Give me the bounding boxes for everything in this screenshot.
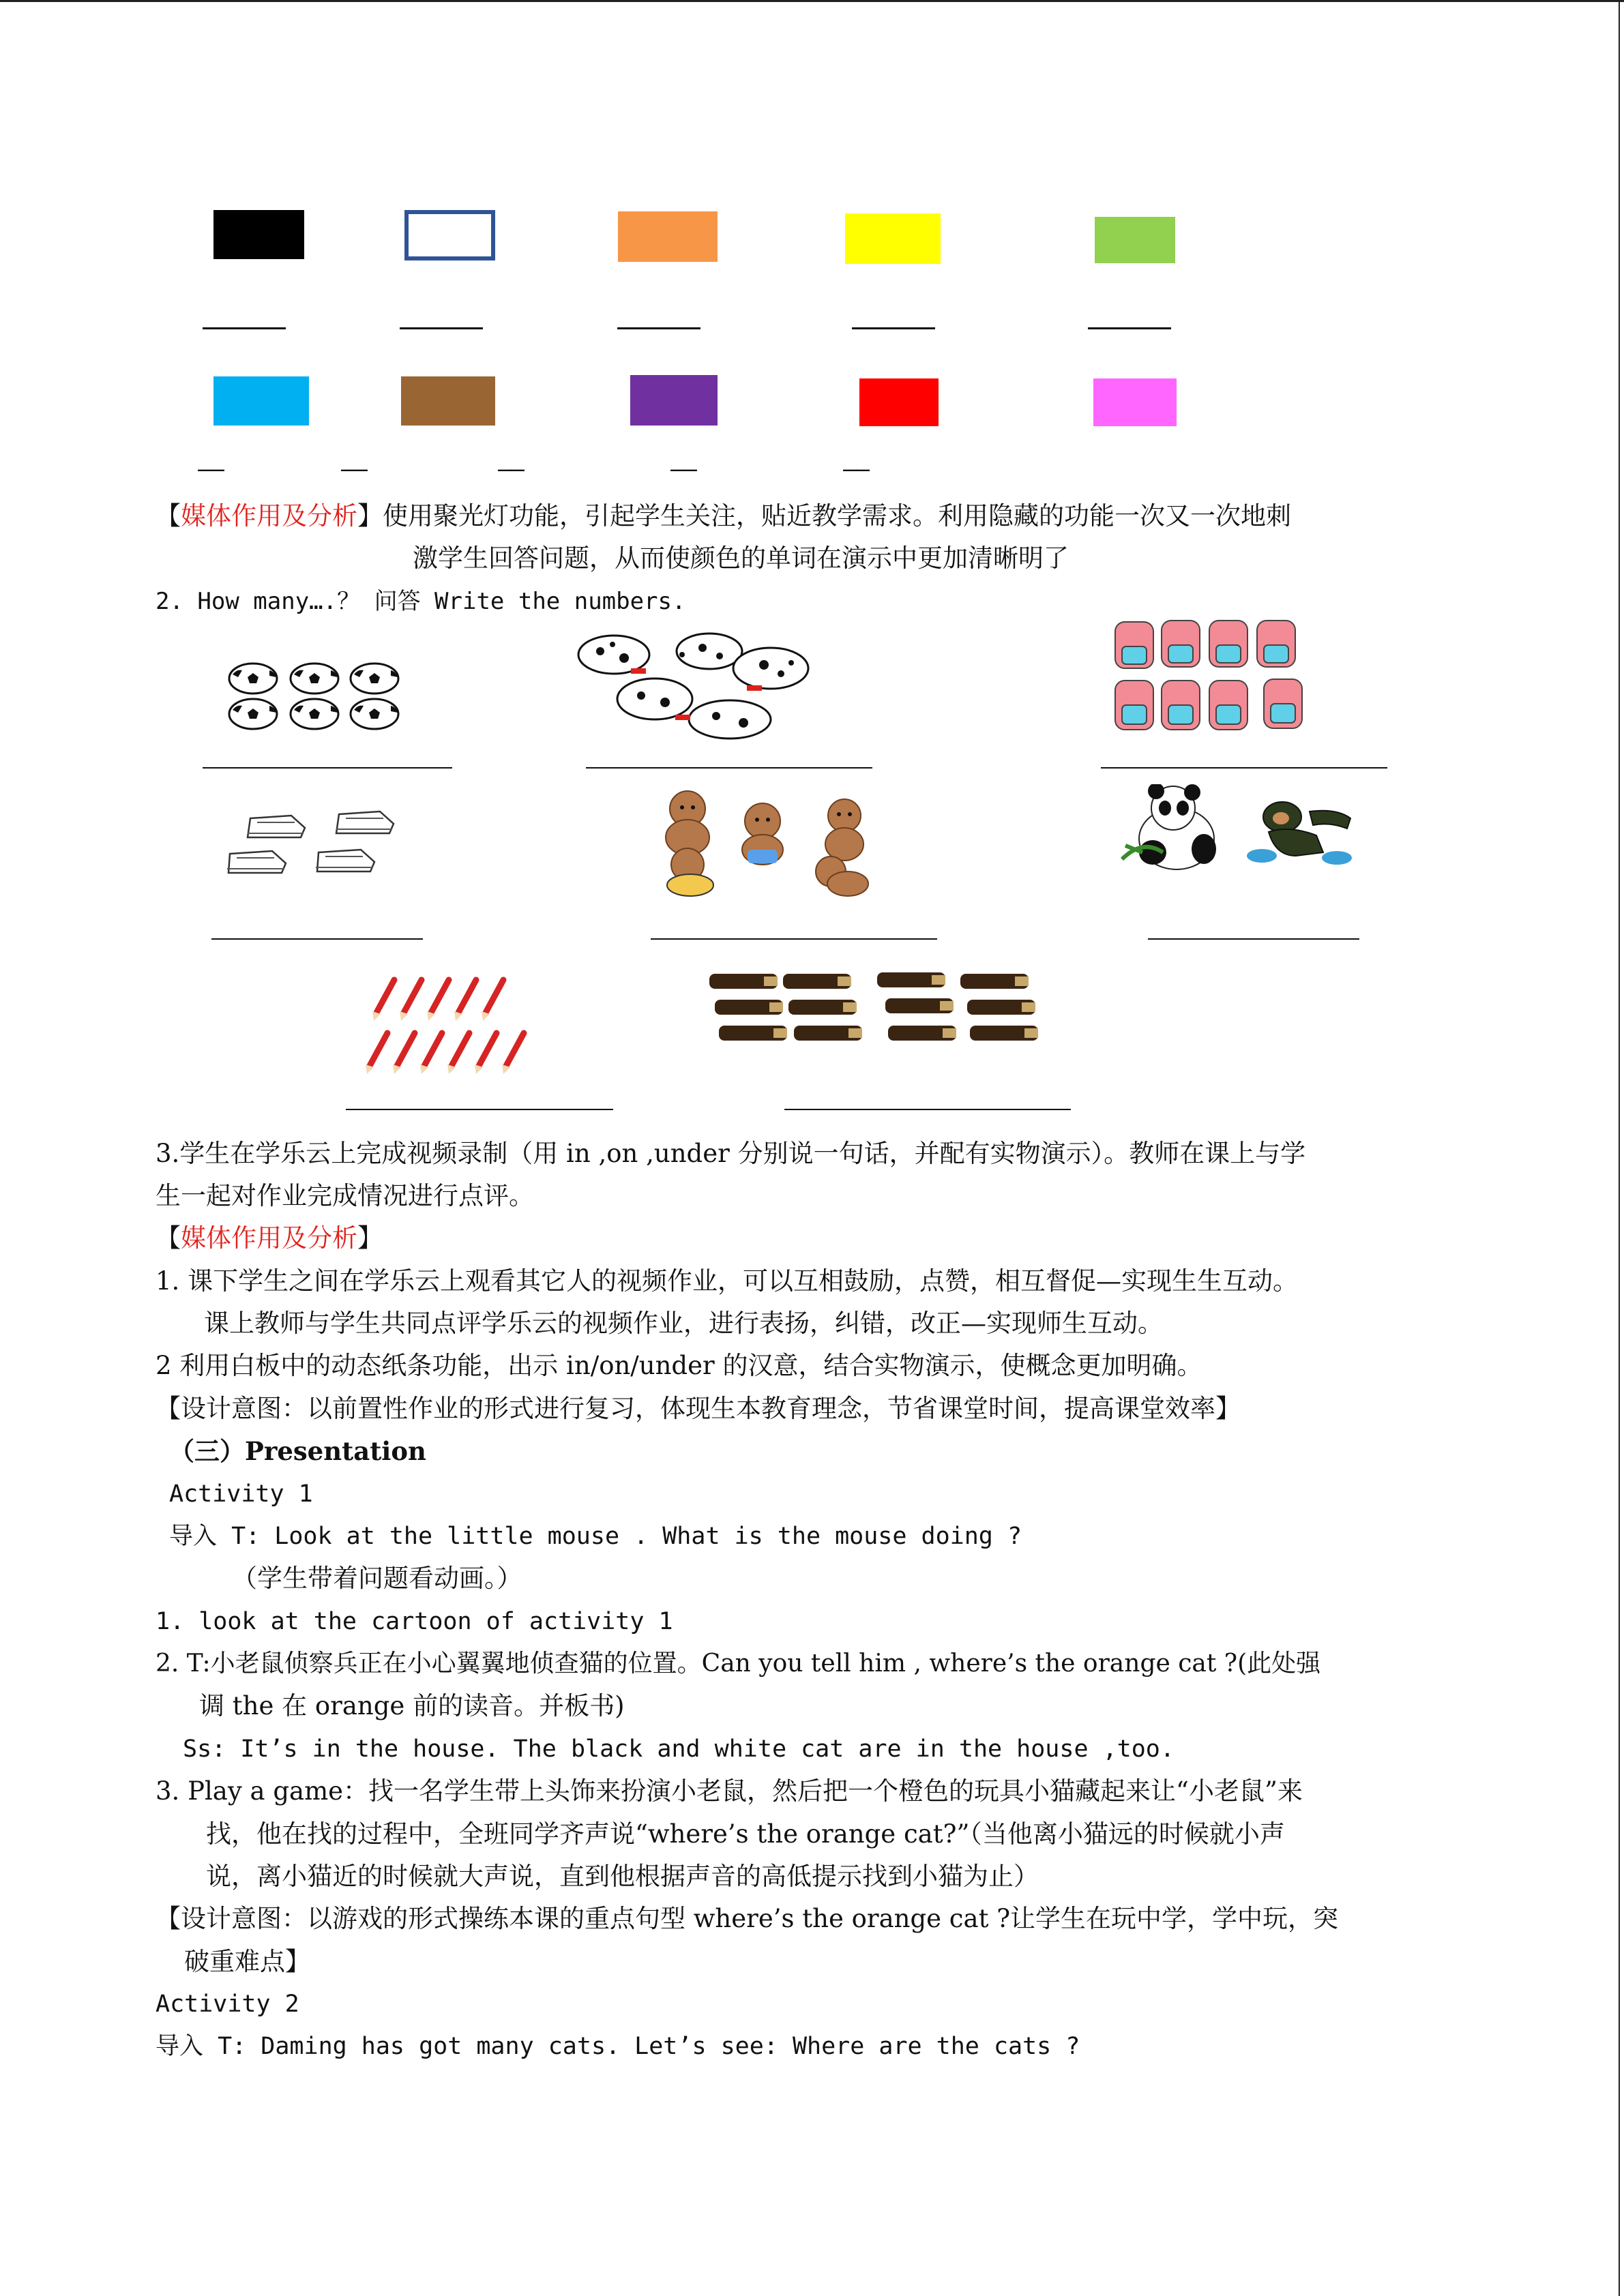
pencils-picture xyxy=(361,972,539,1074)
activity-1-step2-line1: 2. T:小老鼠侦察兵正在小心翼翼地侦查猫的位置。Can you tell him , where’s the orange cat ?(此处强 xyxy=(156,1650,1321,1678)
sneaker-icon xyxy=(223,805,421,886)
backpacks-picture xyxy=(1108,614,1323,736)
answer-blank xyxy=(1101,767,1387,769)
answer-blank xyxy=(400,327,483,329)
media-analysis-line2: 激学生回答问题，从而使颜色的单词在演示中更加清晰明了 xyxy=(413,543,1069,573)
media-analysis-2-item1-line2: 课上教师与学生共同点评学乐云的视频作业，进行表扬，纠错，改正—实现师生互动。 xyxy=(204,1309,1163,1338)
media-analysis-1 xyxy=(156,495,1291,537)
activity-1-heading: Activity 1 xyxy=(169,1480,313,1508)
design-intention-1: 【设计意图：以前置性作业的形式进行复习，体现生本教育理念，节省课堂时间，提高课堂效率】 xyxy=(156,1394,1241,1423)
bracket: 【 xyxy=(156,1223,181,1253)
activity-1-step2-line2: 调 the 在 orange 前的读音。并板书) xyxy=(199,1691,625,1720)
color-swatch-green xyxy=(1095,217,1175,263)
answer-blank xyxy=(651,938,937,940)
media-analysis-2-item1-line1: 1. 课下学生之间在学乐云上观看其它人的视频作业，可以互相鼓励，点赞，相互督促—实现生生互动。 xyxy=(156,1266,1299,1296)
answer-blank xyxy=(1088,327,1171,329)
dalmatians-picture xyxy=(573,627,818,743)
answer-dash: —— xyxy=(670,456,696,483)
answer-dash: —— xyxy=(198,456,223,483)
color-swatch-brown xyxy=(401,376,495,426)
answer-blank xyxy=(346,1109,613,1110)
backpack-icon xyxy=(1108,614,1323,736)
brushes-picture xyxy=(709,968,1050,1050)
media-analysis-2-item2: 2 利用白板中的动态纸条功能，出示 in/on/under 的汉意，结合实物演示，使概念更加明确。 xyxy=(156,1351,1202,1380)
soccer-ball-icon xyxy=(227,658,402,733)
teddy-bears-picture xyxy=(647,788,879,897)
dalmatian-icon xyxy=(573,627,818,743)
color-swatch-orange xyxy=(618,211,718,262)
sneakers-picture xyxy=(223,805,421,886)
pencil-icon xyxy=(361,972,539,1074)
media-analysis-line1: 使用聚光灯功能，引起学生关注，贴近教学需求。利用隐藏的功能一次又一次地刺 xyxy=(383,501,1291,531)
answer-blank xyxy=(203,327,286,329)
color-swatch-black xyxy=(213,210,304,259)
activity-1-step3-line3: 说，离小猫近的时候就大声说，直到他根据声音的高低提示找到小猫为止） xyxy=(206,1862,1039,1891)
activity-1-students-answer: Ss: It’s in the house. The black and white cat are in the house ,too. xyxy=(183,1735,1175,1763)
media-analysis-2-heading xyxy=(156,1217,383,1259)
activity-2-heading: Activity 2 xyxy=(156,1991,299,2018)
bracket: 【 xyxy=(156,501,181,531)
media-label: 媒体作用及分析 xyxy=(181,1223,357,1253)
answer-blank xyxy=(211,938,423,940)
teddy-bear-icon xyxy=(647,788,879,897)
color-swatch-yellow xyxy=(845,213,941,264)
activity-1-intro-note: （学生带着问题看动画。） xyxy=(232,1564,522,1593)
answer-blank xyxy=(617,327,700,329)
activity-1-step3-line1: 3. Play a game：找一名学生带上头饰来扮演小老鼠，然后把一个橙色的玩具小猫藏起来让“小老鼠”来 xyxy=(156,1776,1303,1806)
activity-2-intro: 导入 T: Daming has got many cats. Let’s see: Where are the cats ? xyxy=(156,2033,1080,2060)
color-swatch-red xyxy=(859,378,939,426)
section-heading-presentation: （三）Presentation xyxy=(169,1436,426,1466)
brush-icon xyxy=(709,968,1050,1050)
panda-icon xyxy=(1119,784,1371,873)
activity-1-step1: 1. look at the cartoon of activity 1 xyxy=(156,1608,673,1635)
answer-blank xyxy=(852,327,935,329)
soccer-balls-picture xyxy=(227,658,402,733)
answer-dash: —— xyxy=(498,456,523,483)
question-3-line1: 3.学生在学乐云上完成视频录制（用 in ,on ,under 分别说一句话，并配有实物演示）。教师在课上与学 xyxy=(156,1139,1306,1168)
design-intention-2-line1: 【设计意图：以游戏的形式操练本课的重点句型 where’s the orange cat ?让学生在玩中学，学中玩，突 xyxy=(156,1904,1339,1933)
color-swatch-pink xyxy=(1093,378,1177,426)
answer-blank xyxy=(784,1109,1071,1110)
color-swatch-purple xyxy=(630,375,718,426)
activity-1-intro: 导入 T: Look at the little mouse . What is the mouse doing ? xyxy=(169,1523,1022,1550)
answer-blank xyxy=(203,767,452,769)
panda-monkey-picture xyxy=(1119,784,1371,873)
answer-blank xyxy=(586,767,872,769)
color-swatch-white xyxy=(404,210,495,260)
activity-1-step3-line2: 找，他在找的过程中，全班同学齐声说“where’s the orange cat?”（当他离小猫远的时候就小声 xyxy=(206,1819,1285,1849)
bracket: 】 xyxy=(357,1223,383,1253)
question-3-line2: 生一起对作业完成情况进行点评。 xyxy=(156,1181,534,1210)
design-intention-2-line2: 破重难点】 xyxy=(184,1947,310,1976)
color-swatch-blue xyxy=(213,376,309,426)
page-right-border xyxy=(1619,0,1620,2296)
media-label: 媒体作用及分析 xyxy=(181,501,357,531)
answer-dash: —— xyxy=(843,456,868,483)
answer-dash: —— xyxy=(341,456,366,483)
page-top-border xyxy=(0,0,1624,2)
answer-blank xyxy=(1148,938,1359,940)
bracket: 】 xyxy=(357,501,383,531)
question-2: 2. How many….？ 问答 Write the numbers. xyxy=(156,588,686,615)
